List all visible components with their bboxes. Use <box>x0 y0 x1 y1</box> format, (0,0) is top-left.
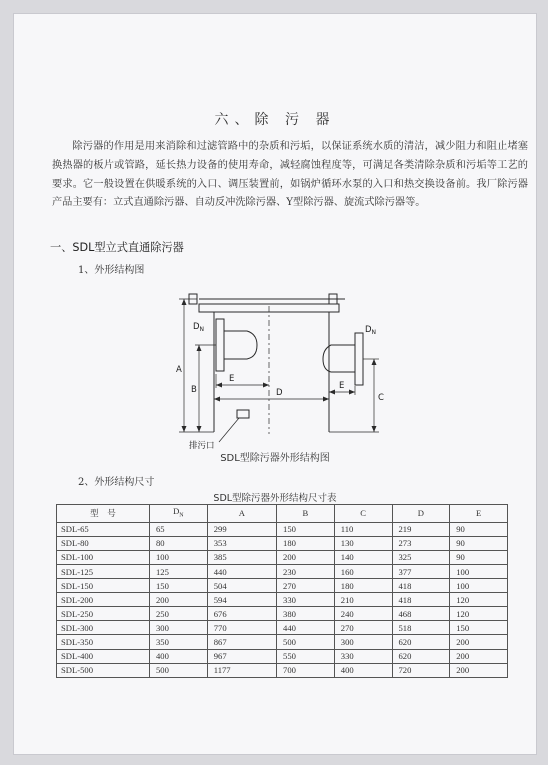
table-cell: 125 <box>150 565 208 579</box>
table-cell: 90 <box>450 522 508 536</box>
header-a: A <box>207 505 276 523</box>
document-page <box>14 14 536 754</box>
outlet-pipe <box>323 345 355 372</box>
inlet-flange <box>216 319 224 371</box>
table-row <box>57 607 508 621</box>
table-cell: 200 <box>150 593 208 607</box>
table-cell: 418 <box>392 579 450 593</box>
label-d: D <box>276 388 283 398</box>
dim-d-arrow-right <box>323 397 329 402</box>
table-cell: 500 <box>150 663 208 677</box>
subsection-structure-title: 1、外形结构图 <box>78 265 145 276</box>
outlet-flange <box>355 333 363 385</box>
page-title: 六、除 污 器 <box>214 112 336 128</box>
label-e-right: E <box>339 381 345 391</box>
inlet-pipe <box>224 331 257 359</box>
table-cell: 160 <box>334 565 392 579</box>
header-e: E <box>450 505 508 523</box>
dim-e2-arrow-left <box>329 390 335 395</box>
table-cell: 440 <box>277 621 335 635</box>
table-cell: SDL-125 <box>57 565 150 579</box>
table-cell: 200 <box>450 635 508 649</box>
header-d: D <box>392 505 450 523</box>
label-dn-left: $D_N$ <box>193 322 205 333</box>
table-row <box>57 565 508 579</box>
table-cell: 504 <box>207 579 276 593</box>
table-cell: 200 <box>450 663 508 677</box>
table-cell: 385 <box>207 550 276 564</box>
structure-diagram <box>159 282 389 450</box>
table-cell: 150 <box>150 579 208 593</box>
dim-c-arrow-top <box>372 359 377 365</box>
table-cell: 130 <box>334 536 392 550</box>
dim-b-arrow-top <box>197 345 202 351</box>
dim-a-arrow-top <box>182 299 187 305</box>
table-cell: 110 <box>334 522 392 536</box>
table-header-row <box>57 505 508 523</box>
dim-e2-arrow-right <box>349 390 355 395</box>
table-cell: 200 <box>450 649 508 663</box>
table-cell: 594 <box>207 593 276 607</box>
table-cell: SDL-400 <box>57 649 150 663</box>
table-cell: SDL-200 <box>57 593 150 607</box>
table-cell: 550 <box>277 649 335 663</box>
table-cell: 120 <box>450 607 508 621</box>
table-cell: 210 <box>334 593 392 607</box>
table-cell: 770 <box>207 621 276 635</box>
table-cell: 270 <box>334 621 392 635</box>
table-cell: SDL-350 <box>57 635 150 649</box>
table-cell: 967 <box>207 649 276 663</box>
table-cell: SDL-500 <box>57 663 150 677</box>
label-c: C <box>378 393 384 403</box>
dim-c-arrow-bottom <box>372 426 377 432</box>
table-cell: 300 <box>150 621 208 635</box>
label-b: B <box>191 385 197 395</box>
table-cell: 330 <box>334 649 392 663</box>
table-cell: 90 <box>450 536 508 550</box>
table-cell: 80 <box>150 536 208 550</box>
table-cell: 1177 <box>207 663 276 677</box>
table-caption: SDL型除污器外形结构尺寸表 <box>213 493 337 504</box>
table-row <box>57 621 508 635</box>
table-cell: 90 <box>450 550 508 564</box>
diagram-caption: SDL型除污器外形结构图 <box>220 453 330 464</box>
table-cell: 273 <box>392 536 450 550</box>
label-dn-right: $D_N$ <box>365 325 377 336</box>
table-cell: SDL-250 <box>57 607 150 621</box>
table-row <box>57 635 508 649</box>
table-cell: 330 <box>277 593 335 607</box>
table-cell: 620 <box>392 635 450 649</box>
table-row <box>57 522 508 536</box>
table-cell: 620 <box>392 649 450 663</box>
table-cell: 380 <box>277 607 335 621</box>
table-cell: 676 <box>207 607 276 621</box>
table-cell: SDL-100 <box>57 550 150 564</box>
table-row <box>57 550 508 564</box>
dim-a-arrow-bottom <box>182 426 187 432</box>
table-cell: 500 <box>277 635 335 649</box>
table-cell: 325 <box>392 550 450 564</box>
table-row <box>57 579 508 593</box>
table-cell: 270 <box>277 579 335 593</box>
dim-b-arrow-bottom <box>197 426 202 432</box>
table-cell: 300 <box>334 635 392 649</box>
table-cell: 200 <box>277 550 335 564</box>
table-cell: 350 <box>150 635 208 649</box>
header-c: C <box>334 505 392 523</box>
label-a: A <box>176 365 182 375</box>
table-row <box>57 649 508 663</box>
subsection-dimensions-title: 2、外形结构尺寸 <box>78 477 155 488</box>
table-cell: 180 <box>334 579 392 593</box>
table-cell: 100 <box>450 565 508 579</box>
table-cell: 400 <box>150 649 208 663</box>
table-cell: 440 <box>207 565 276 579</box>
table-row <box>57 593 508 607</box>
table-cell: 700 <box>277 663 335 677</box>
label-e-left: E <box>229 374 235 384</box>
dim-e-arrow-left <box>216 383 222 388</box>
table-cell: SDL-150 <box>57 579 150 593</box>
table-cell: 250 <box>150 607 208 621</box>
dim-d-arrow-left <box>214 397 220 402</box>
dimensions-table <box>56 504 508 678</box>
table-cell: 353 <box>207 536 276 550</box>
table-cell: 720 <box>392 663 450 677</box>
table-cell: 230 <box>277 565 335 579</box>
table-cell: 65 <box>150 522 208 536</box>
table-cell: 518 <box>392 621 450 635</box>
label-drain: 排污口 <box>189 441 215 450</box>
table-cell: SDL-300 <box>57 621 150 635</box>
table-cell: 418 <box>392 593 450 607</box>
header-b: B <box>277 505 335 523</box>
table-cell: 867 <box>207 635 276 649</box>
table-cell: 150 <box>277 522 335 536</box>
table-cell: 100 <box>150 550 208 564</box>
dim-e-arrow-right <box>263 383 269 388</box>
table-row <box>57 663 508 677</box>
table-cell: 468 <box>392 607 450 621</box>
table-cell: 377 <box>392 565 450 579</box>
section-title: 一、SDL型立式直通除污器 <box>50 241 184 254</box>
header-dn: $D_N$ <box>150 505 208 523</box>
table-cell: 100 <box>450 579 508 593</box>
table-cell: SDL-80 <box>57 536 150 550</box>
table-cell: 120 <box>450 593 508 607</box>
drain-valve <box>237 410 249 418</box>
drain-leader <box>219 418 239 442</box>
table-cell: 150 <box>450 621 508 635</box>
intro-paragraph: 除污器的作用是用来消除和过滤管路中的杂质和污垢，以保证系统水质的清洁，减少阻力和阻止堵塞换热器的板片或管路，延长热力设备的使用寿命，减轻腐蚀程度等，可满足各类清除杂质和污垢等工艺的要求。它一般设置在供暖系统的入口、调压装置前，如锅炉循环水泵的入口和热交换设备前。我厂除污器产品主要有：立式直通除污器、自动反冲洗除污器、Y型除污器、旋流式除污器等。 <box>52 141 528 209</box>
header-model: 型 号 <box>57 505 150 523</box>
table-cell: 400 <box>334 663 392 677</box>
table-row <box>57 536 508 550</box>
table-cell: 240 <box>334 607 392 621</box>
table-cell: 299 <box>207 522 276 536</box>
table-cell: 140 <box>334 550 392 564</box>
table-cell: 180 <box>277 536 335 550</box>
table-cell: 219 <box>392 522 450 536</box>
table-cell: SDL-65 <box>57 522 150 536</box>
